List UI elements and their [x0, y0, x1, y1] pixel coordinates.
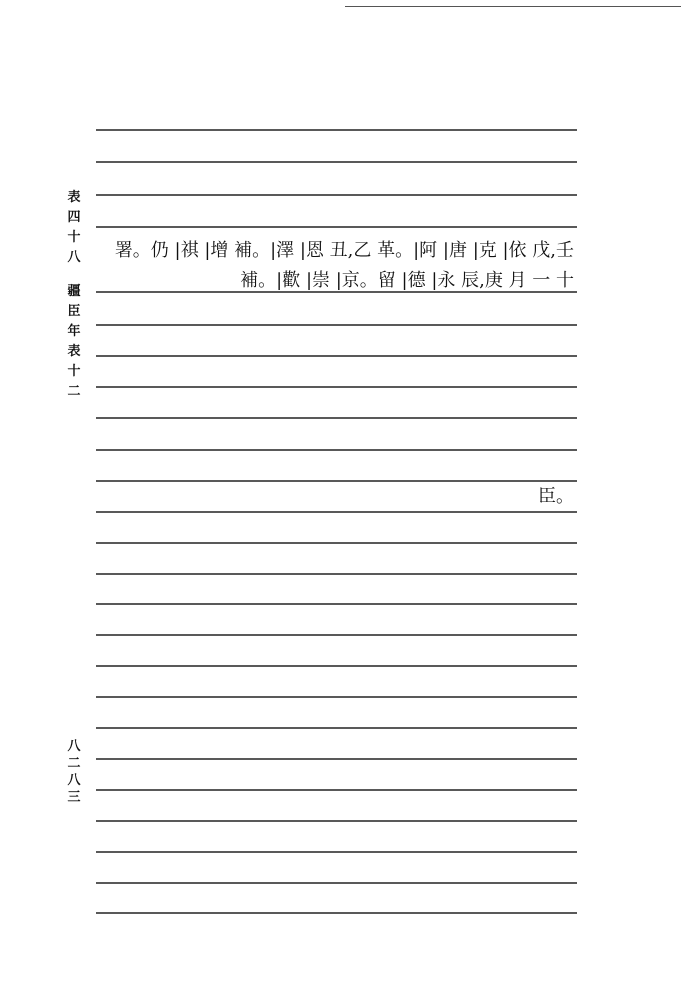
page-number-char: 二 [67, 756, 81, 771]
side-title-char: 臣 [67, 304, 81, 319]
text-line-2: 補。|歡 |崇 |京。留 |德 |永 辰,庚 月 一 十 [240, 270, 574, 291]
side-title-char: 十 [67, 230, 81, 245]
text-line-3: 臣。 [538, 486, 574, 507]
page-number-char: 三 [67, 790, 81, 805]
side-title-char: 二 [67, 384, 81, 399]
side-title [64, 188, 84, 402]
text-line-1: 署。仍 |祺 |增 補。|澤 |恩 丑,乙 革。|阿 |唐 |克 |依 戊,壬 [114, 240, 574, 261]
side-title-char: 表 [67, 344, 81, 359]
side-title-char: 年 [67, 324, 81, 339]
side-title-char: 表 [67, 190, 81, 205]
side-title-char [64, 268, 84, 282]
side-title-char: 疆 [67, 284, 81, 299]
page-number [64, 738, 84, 806]
side-title-char: 四 [67, 210, 81, 225]
page-number-char: 八 [67, 773, 81, 788]
page-number-char: 八 [67, 739, 81, 754]
side-title-char: 十 [67, 364, 81, 379]
side-title-char: 八 [67, 250, 81, 265]
